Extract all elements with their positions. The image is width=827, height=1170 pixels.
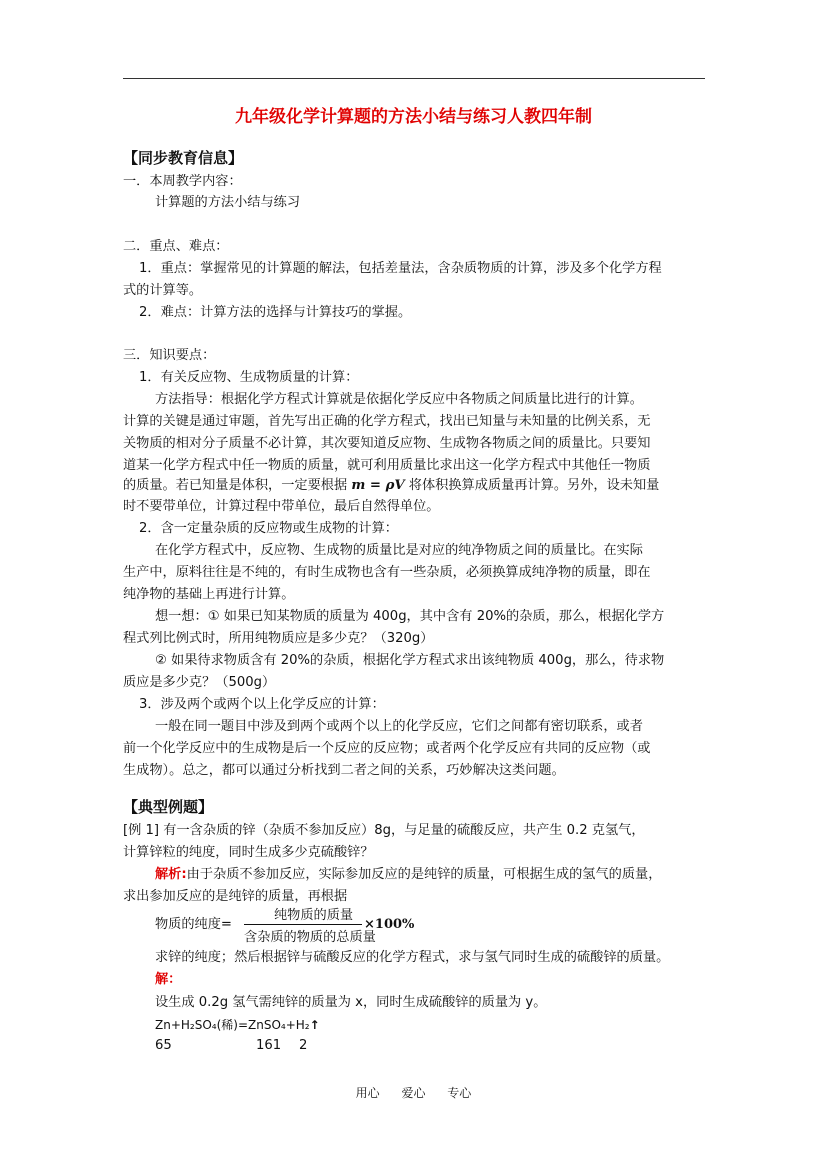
- equation-text: Zn+H₂SO₄(稀)=ZnSO₄+H₂: [155, 1018, 310, 1032]
- key-point-1a: 1．重点：掌握常见的计算题的解法，包括差量法，含杂质物质的计算，涉及多个化学方程: [139, 261, 662, 276]
- topic-3-line-2: 前一个化学反应中的生成物是后一个反应的反应物；或者两个化学反应有共同的反应物（或: [123, 741, 651, 756]
- fraction-bar: [244, 924, 362, 925]
- heading-knowledge: 三．知识要点：: [123, 348, 216, 363]
- analysis-line-2: 求出参加反应的是纯锌的质量，再根据: [123, 889, 348, 904]
- analysis-label: 解析:: [155, 867, 187, 882]
- topic-1-line-6: 时不要带单位，计算过程中带单位，最后自然得单位。: [123, 499, 440, 514]
- analysis-text-1: 由于杂质不参加反应，实际参加反应的是纯锌的质量，可根据生成的氢气的质量，: [186, 867, 662, 882]
- gas-arrow-icon: ↑: [309, 1018, 320, 1032]
- chemical-equation: [155, 1015, 320, 1035]
- topic-1-line-5b: 将体积换算成质量再计算。另外，设未知量: [408, 478, 660, 493]
- heading-key-points: 二．重点、难点：: [123, 239, 229, 254]
- topic-2-title: 2．含一定量杂质的反应物或生成物的计算：: [139, 521, 398, 536]
- document-title: 九年级化学计算题的方法小结与练习人教四年制: [235, 107, 592, 127]
- topic-1-line-5a: 的质量。若已知量是体积，一定要根据: [123, 478, 348, 493]
- fraction-denominator: 含杂质的物质的总质量: [244, 930, 376, 945]
- topic-3-title: 3．涉及两个或两个以上化学反应的计算：: [139, 697, 385, 712]
- key-point-2: 2．难点：计算方法的选择与计算技巧的掌握。: [139, 305, 412, 320]
- heading-content: 一．本周教学内容：: [123, 174, 242, 189]
- equation-mass-zn: 65: [155, 1038, 172, 1053]
- topic-1-line-5: [123, 476, 659, 496]
- topic-1-title: 1．有关反应物、生成物质量的计算：: [139, 370, 359, 385]
- purity-lhs: 物质的纯度=: [155, 917, 232, 932]
- topic-1-line-2: 计算的关键是通过审题，首先写出正确的化学方程式，找出已知量与未知量的比例关系，无: [123, 414, 651, 429]
- topic-1-line-3: 关物质的相对分子质量不必计算，其次要知道反应物、生成物各物质之间的质量比。只要知: [123, 436, 651, 451]
- analysis-line-1: [155, 865, 661, 885]
- topic-2-line-5: 程式列比例式时，所用纯物质应是多少克？（320g）: [123, 631, 434, 646]
- key-point-1b: 式的计算等。: [123, 283, 203, 298]
- example-1-line-2: 计算锌粒的纯度，同时生成多少克硫酸锌？: [123, 845, 374, 860]
- header-rule: [123, 78, 705, 79]
- topic-2-line-3: 纯净物的基础上再进行计算。: [123, 587, 295, 602]
- topic-1-line-4: 道某一化学方程式中任一物质的质量，就可利用质量比求出这一化学方程式中其他任一物质: [123, 458, 651, 473]
- analysis-line-3: 求锌的纯度；然后根据锌与硫酸反应的化学方程式，求与氢气同时生成的硫酸锌的质量。: [155, 950, 670, 965]
- content-text: 计算题的方法小结与练习: [155, 195, 301, 210]
- section-heading-examples: 【典型例题】: [123, 798, 214, 816]
- section-heading-sync: 【同步教育信息】: [123, 149, 244, 167]
- topic-3-line-3: 生成物）。总之，都可以通过分析找到二者之间的关系，巧妙解决这类问题。: [123, 763, 565, 778]
- topic-2-line-7: 质应是多少克？（500g）: [123, 675, 276, 690]
- topic-1-line-1: 方法指导：根据化学方程式计算就是依据化学反应中各物质之间质量比进行的计算。: [155, 392, 643, 407]
- topic-3-line-1: 一般在同一题目中涉及到两个或两个以上的化学反应，它们之间都有密切联系，或者: [155, 719, 643, 734]
- fraction-numerator: 纯物质的质量: [274, 908, 354, 923]
- topic-2-line-6: ② 如果待求物质含有 20%的杂质，根据化学方程式求出该纯物质 400g，那么，待求物: [155, 653, 665, 668]
- percent-factor: ×100%: [364, 917, 415, 932]
- page-footer: 用心 爱心 专心: [355, 1086, 472, 1100]
- solution-label: 解：: [155, 972, 182, 987]
- topic-2-line-2: 生产中，原料往往是不纯的，有时生成物也含有一些杂质，必须换算成纯净物的质量，即在: [123, 565, 651, 580]
- example-1-line-1: [例 1] 有一含杂质的锌（杂质不参加反应）8g，与足量的硫酸反应，共产生 0.2 克氢气，: [123, 823, 645, 838]
- density-formula: m = ρV: [351, 478, 405, 493]
- topic-2-line-1: 在化学方程式中，反应物、生成物的质量比是对应的纯净物质之间的质量比。在实际: [155, 543, 643, 558]
- equation-mass-znso4: 161: [256, 1038, 282, 1053]
- solution-line-1: 设生成 0.2g 氢气需纯锌的质量为 x，同时生成硫酸锌的质量为 y。: [155, 995, 547, 1010]
- topic-2-line-4: 想一想：① 如果已知某物质的质量为 400g，其中含有 20%的杂质，那么，根据化学方: [155, 609, 665, 624]
- equation-mass-h2: 2: [299, 1038, 308, 1053]
